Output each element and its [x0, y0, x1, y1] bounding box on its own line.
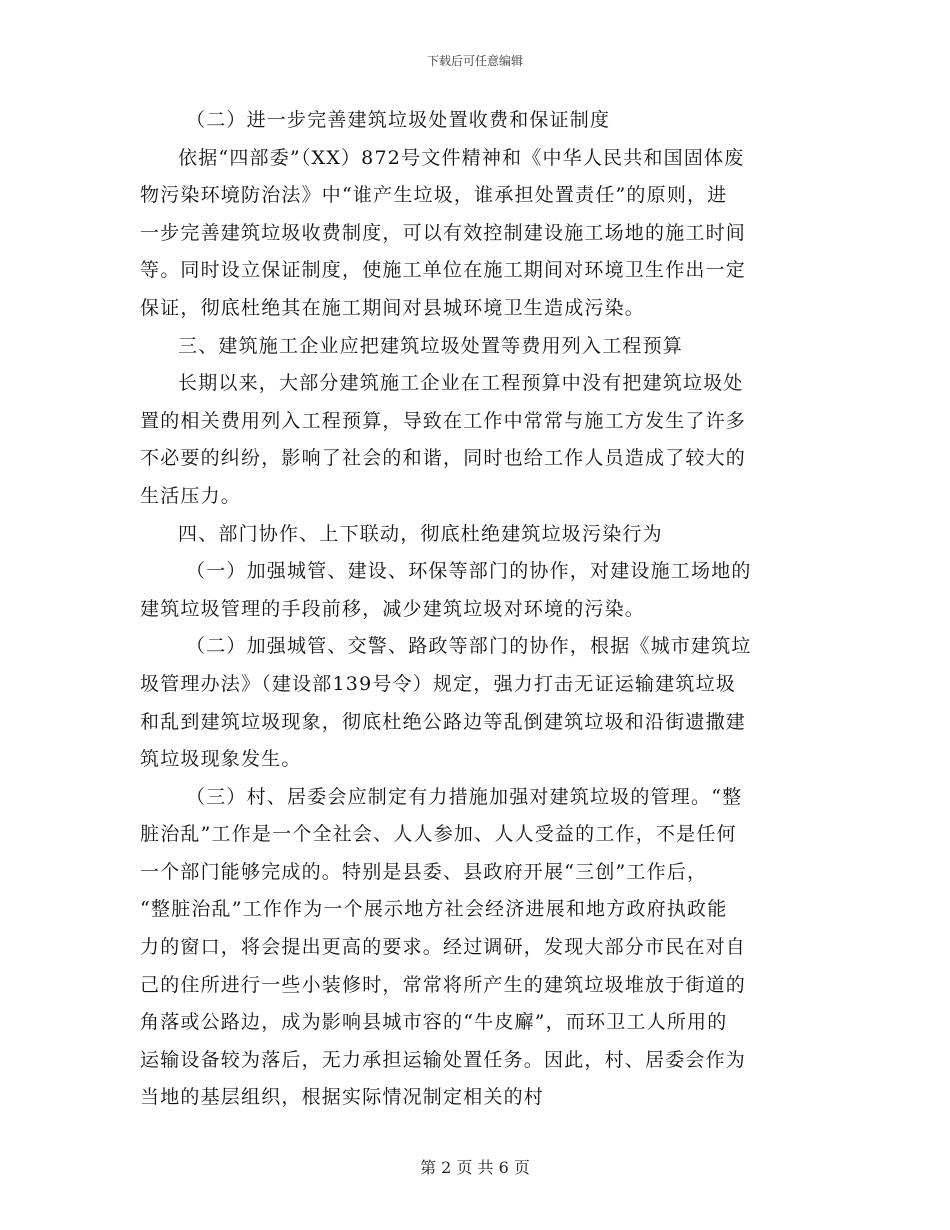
text-line: 圾管理办法》（建设部139号令）规定，强力打击无证运输建筑垃圾 — [140, 672, 736, 695]
text-line: （二）进一步完善建筑垃圾处置收费和保证制度 — [186, 109, 611, 131]
page-footer: 第 2 页 共 6 页 — [420, 1158, 530, 1177]
text-line: 当地的基层组织，根据实际情况制定相关的村 — [140, 1086, 545, 1109]
text-line: （三）村、居委会应制定有力措施加强对建筑垃圾的管理。“整 — [186, 785, 743, 808]
text-line: 生活压力。 — [140, 484, 242, 507]
text-line: 物污染环境防治法》中“谁产生垃圾，谁承担处置责任”的原则，进 — [140, 184, 728, 207]
text-line: 己的住所进行一些小装修时，常常将所产生的建筑垃圾堆放于街道的 — [140, 973, 747, 996]
text-line: 依据“四部委”（XX）872号文件精神和《中华人民共和国固体废 — [178, 146, 745, 169]
text-line: “整脏治乱”工作作为一个展示地方社会经济进展和地方政府执政能 — [140, 898, 728, 921]
text-line: 运输设备较为落后，无力承担运输处置任务。因此，村、居委会作为 — [140, 1048, 747, 1071]
text-line: 和乱到建筑垃圾现象，彻底杜绝公路边等乱倒建筑垃圾和沿街遗撒建 — [140, 710, 747, 733]
text-line: 长期以来，大部分建筑施工企业在工程预算中没有把建筑垃圾处 — [178, 372, 744, 395]
text-line: 三、建筑施工企业应把建筑垃圾处置等费用列入工程预算 — [178, 334, 684, 357]
text-line: 四、部门协作、上下联动，彻底杜绝建筑垃圾污染行为 — [178, 522, 663, 545]
text-line: 力的窗口，将会提出更高的要求。经过调研，发现大部分市民在对自 — [140, 936, 747, 959]
text-line: （一）加强城管、建设、环保等部门的协作，对建设施工场地的 — [186, 560, 752, 583]
text-line: 筑垃圾现象发生。 — [140, 748, 302, 771]
page-header: 下载后可任意编辑 — [426, 54, 523, 68]
text-line: 一步完善建筑垃圾收费制度，可以有效控制建设施工场地的施工时间 — [140, 221, 747, 244]
text-line: 置的相关费用列入工程预算，导致在工作中常常与施工方发生了许多 — [140, 409, 747, 432]
text-line: 一个部门能够完成的。特别是县委、县政府开展“三创”工作后， — [140, 860, 708, 883]
text-line: 脏治乱”工作是一个全社会、人人参加、人人受益的工作，不是任何 — [140, 823, 737, 846]
text-line: 建筑垃圾管理的手段前移，减少建筑垃圾对环境的污染。 — [140, 597, 646, 620]
text-line: 不必要的纠纷，影响了社会的和谐，同时也给工作人员造成了较大的 — [140, 447, 747, 470]
text-line: 保证，彻底杜绝其在施工期间对县城环境卫生造成污染。 — [140, 296, 646, 319]
document-body — [140, 102, 810, 1117]
text-line: 等。同时设立保证制度，使施工单位在施工期间对环境卫生作出一定 — [140, 259, 747, 282]
text-line: （二）加强城管、交警、路政等部门的协作，根据《城市建筑垃 — [186, 635, 752, 658]
text-line: 角落或公路边，成为影响县城市容的“牛皮廨”，而环卫工人所用的 — [140, 1011, 728, 1034]
